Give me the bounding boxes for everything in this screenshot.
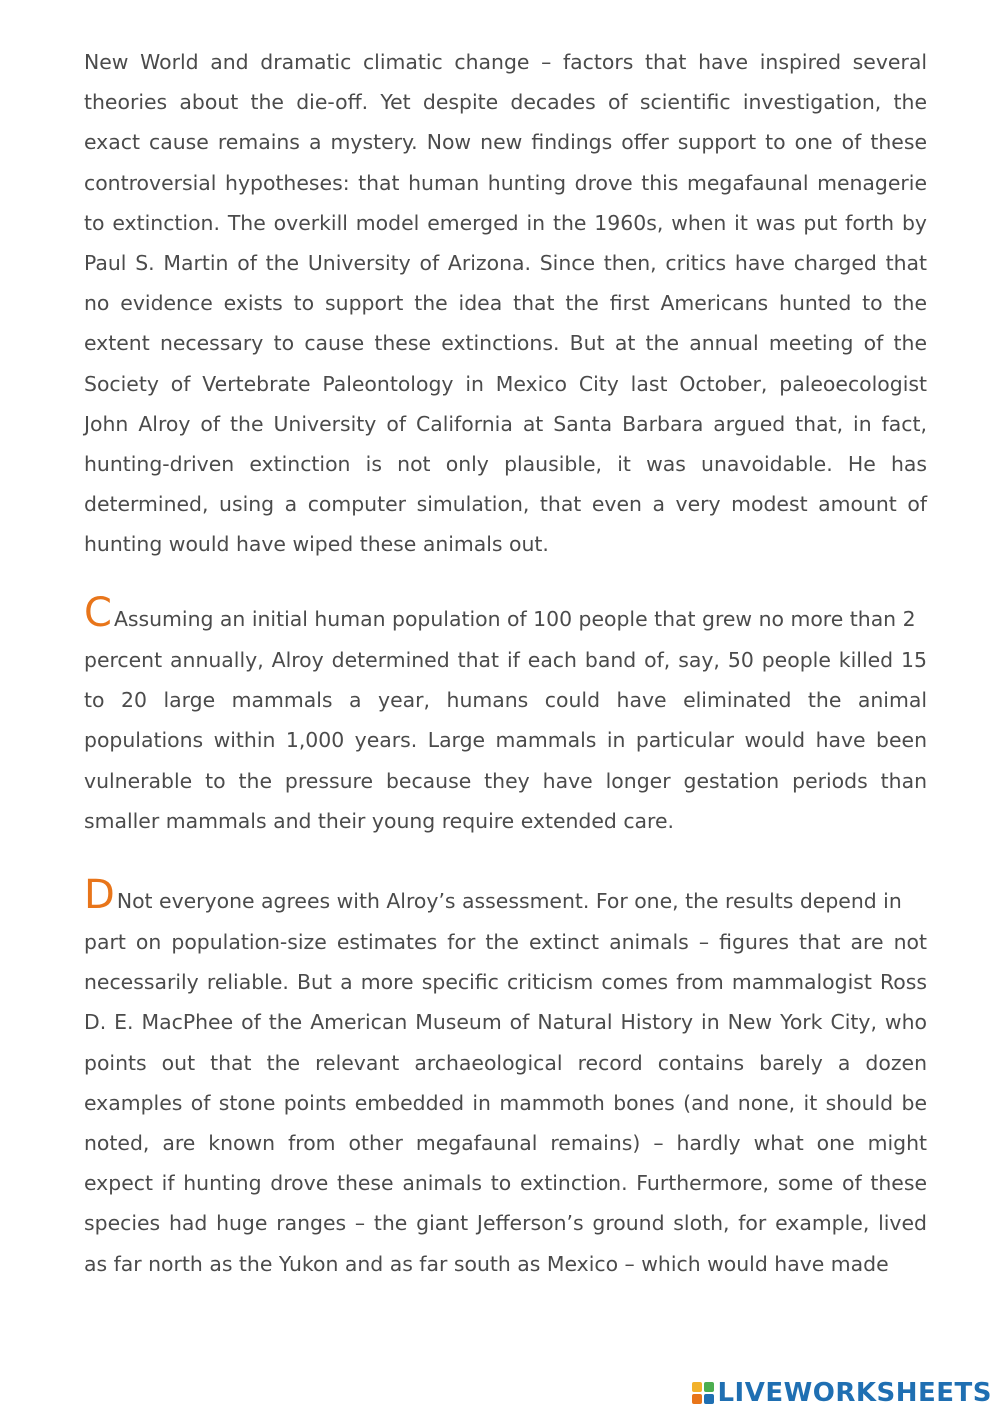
paragraph-c-first-line xyxy=(84,586,927,640)
paragraph-c xyxy=(84,586,927,841)
paragraph-c-letter: C xyxy=(84,590,112,636)
paragraph-b-continuation: New World and dramatic climatic change – factors that have inspired several theories about the die-off. Yet despite decades of scientific investigation, the exact cause remains a mystery. Now new findings offer support to one of these controversial hypotheses: that human hunting drove this megafaunal menagerie to extinction. The overkill model emerged in the 1960s, when it was put forth by Paul S. Martin of the University of Arizona. Since then, critics have charged that no evidence exists to support the idea that the first Americans hunted to the extent necessary to cause these extinctions. But at the annual meeting of the Society of Vertebrate Paleontology in Mexico City last October, paleoecologist John Alroy of the University of California at Santa Barbara argued that, in fact, hunting-driven extinction is not only plausible, it was unavoidable. He has determined, using a computer simulation, that even a very modest amount of hunting would have wiped these animals out. xyxy=(84,50,927,557)
liveworksheets-logo-text: LIVEWORKSHEETS xyxy=(717,1378,992,1408)
paragraph-c-body: percent annually, Alroy determined that if each band of, say, 50 people killed 15 to 20 large mammals a year, humans could have eliminated the animal populations within 1,000 years. Large mammals in particular would have been vulnerable to the pressure because they have longer gestation periods than smaller mammals and their young require extended care. xyxy=(84,648,927,833)
liveworksheets-logo-icon xyxy=(692,1382,714,1404)
paragraph-d-first-line-text: Not everyone agrees with Alroy’s assessment. For one, the results depend in xyxy=(116,889,902,913)
paragraph-d-first-line xyxy=(84,868,927,922)
liveworksheets-logo[interactable] xyxy=(692,1379,992,1407)
paragraph-d-body: part on population-size estimates for the extinct animals – figures that are not necessarily reliable. But a more specific criticism comes from mammalogist Ross D. E. MacPhee of the American Museum of Natural History in New York City, who points out that the relevant archaeological record contains barely a dozen examples of stone points embedded in mammoth bones (and none, it should be noted, are known from other megafaunal remains) – hardly what one might expect if hunting drove these animals to extinction. Furthermore, some of these species had huge ranges – the giant Jefferson’s ground sloth, for example, lived as far north as the Yukon and as far south as Mexico – which would have made xyxy=(84,930,927,1276)
paragraph-d xyxy=(84,868,927,1284)
paragraph-d-letter: D xyxy=(84,872,115,918)
paragraph-c-first-line-text: Assuming an initial human population of 100 people that grew no more than 2 xyxy=(113,607,916,631)
